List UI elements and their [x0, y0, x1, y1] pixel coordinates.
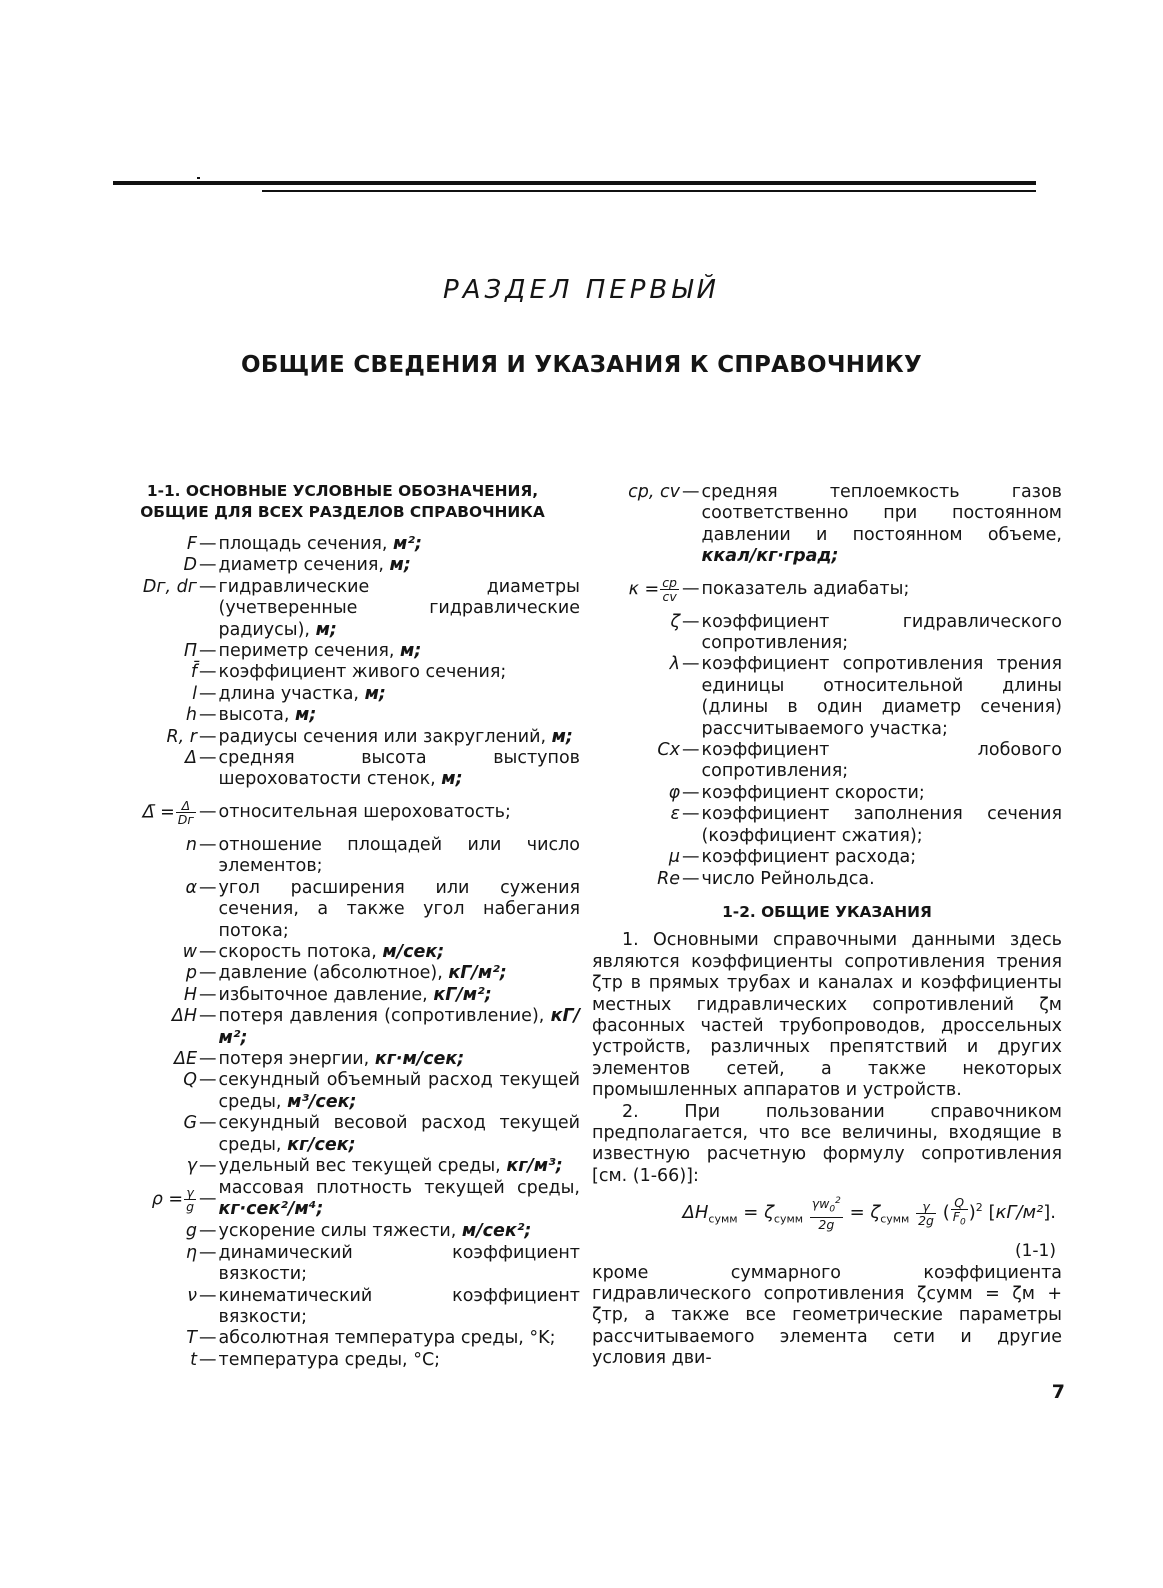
section-label: РАЗДЕЛ ПЕРВЫЙ [443, 275, 720, 305]
definition-symbol: cp, cv [628, 482, 680, 502]
definition-unit: кг/м³; [506, 1155, 563, 1176]
definition-unit: м; [364, 683, 386, 704]
definition-dash: — [682, 868, 700, 889]
definition-symbol: κ = $\frac{cp}{cv}$ [628, 575, 677, 605]
left-column [105, 481, 580, 1371]
definition-item [105, 985, 580, 1006]
top-rule [113, 181, 1036, 185]
definition-dash: — [199, 1113, 217, 1134]
definition-text: радиусы сечения или закруглений, м; [218, 726, 573, 747]
definition-symbol: φ [668, 782, 680, 803]
definition-item [105, 835, 580, 878]
definition-unit: ккал/кг·град; [701, 546, 839, 567]
symbol-fraction: $\frac{\gamma}{g}$ [186, 1184, 194, 1214]
top-rule-secondary [262, 190, 1036, 192]
definition-item [105, 942, 580, 963]
definition-item [592, 654, 1062, 740]
definition-text: отношение площадей или число элементов; [218, 834, 580, 877]
definition-item [105, 963, 580, 984]
equation-1-1 [592, 1195, 1062, 1245]
definition-unit: м; [441, 769, 463, 790]
definition-symbol: ζ [670, 611, 680, 632]
definition-dash: — [199, 963, 217, 984]
paragraph-2: 2. При пользовании справочником предполагается, что все величины, входящие в известную расчетную формулу сопротивления [см. (1-66)]: [592, 1101, 1062, 1186]
definition-item [592, 869, 1062, 890]
definition-text: средняя теплоемкость газов соответственно при постоянном давлении и постоянном объеме, ккал/кг·град; [701, 482, 1062, 567]
definition-item [105, 1113, 580, 1156]
definition-item [105, 727, 580, 748]
definition-item [105, 748, 580, 791]
definition-item [105, 1350, 580, 1371]
definition-symbol: F [186, 534, 197, 554]
definition-symbol: Re [657, 868, 680, 889]
definition-item [105, 534, 580, 555]
definition-text: динамический коэффициент вязкости; [218, 1242, 580, 1285]
definition-symbol: Dг, dг [142, 576, 197, 597]
definition-dash: — [199, 984, 217, 1005]
page-number: 7 [1051, 1381, 1065, 1403]
definition-text: коэффициент расхода; [701, 847, 917, 868]
right-column [592, 482, 1062, 1370]
definition-text: гидравлические диаметры (учетверенные гидравлические радиусы), м; [218, 576, 580, 640]
definition-text: ускорение силы тяжести, м/сек²; [218, 1221, 532, 1242]
definition-text: избыточное давление, кГ/м²; [218, 984, 492, 1005]
definition-item [592, 783, 1062, 804]
definition-unit: кг·сек²/м⁴; [218, 1199, 324, 1220]
definition-dash: — [199, 1221, 217, 1242]
definition-text: коэффициент заполнения сечения (коэффициент сжатия); [701, 804, 1062, 846]
definition-symbol: T [186, 1328, 197, 1349]
definition-symbol: n [185, 834, 197, 855]
definition-text: площадь сечения, м²; [218, 534, 422, 554]
definition-item [105, 1221, 580, 1242]
definition-unit: кг/сек; [287, 1134, 356, 1155]
definitions-list-continued [592, 482, 1062, 890]
definition-dash: — [199, 1242, 217, 1263]
definition-dash: — [199, 1070, 217, 1091]
definition-dash: — [199, 1006, 217, 1027]
definition-symbol: f̄ [190, 662, 197, 683]
definition-dash: — [199, 705, 217, 726]
definition-item [105, 1177, 580, 1221]
paragraph-1: 1. Основными справочными данными здесь являются коэффициенты сопротивления трения ζтр в прямых трубах и каналах и коэффициенты местных гидравлических сопротивлений ζм фасонных частей трубопроводов, дроссельных устройств, различных препятствий и других элементов сетей, а также некоторых промышленных аппаратов и устройств. [592, 930, 1062, 1101]
definition-symbol: η [185, 1242, 197, 1263]
definition-unit: кГ/м²; [433, 984, 492, 1005]
definition-symbol: μ [668, 847, 680, 868]
definition-symbol: D [183, 555, 197, 576]
definition-symbol: t [190, 1349, 197, 1370]
definition-unit: м²; [393, 534, 422, 554]
definition-unit: м; [315, 619, 337, 640]
definition-text: абсолютная температура среды, °K; [218, 1328, 556, 1349]
definition-unit: м/сек²; [461, 1221, 532, 1242]
definition-item [105, 1243, 580, 1286]
definition-item [592, 482, 1062, 568]
definition-dash: — [199, 877, 217, 898]
definition-symbol: Cx [657, 740, 680, 761]
definition-unit: м; [400, 641, 422, 662]
equation-number: (1-1) [1014, 1241, 1056, 1262]
definition-symbol: П [183, 641, 197, 662]
definition-text: коэффициент скорости; [701, 782, 925, 803]
definition-dash: — [682, 578, 700, 599]
definition-dash: — [199, 802, 217, 823]
definition-item [105, 1070, 580, 1113]
definition-symbol: Q [183, 1070, 197, 1091]
definition-item [105, 1328, 580, 1349]
definition-dash: — [682, 847, 700, 868]
definition-text: кинематический коэффициент вязкости; [218, 1285, 580, 1327]
equation-body: $\Delta H_{сумм} = \zeta_{сумм}$ $\frac{\gamma w_0^2}{2g}$ = $\zeta_{сумм}$ $\frac{\gamma}{2g}$ ( $\frac{Q}{F_0}$ )$^2$ [кГ/м²]. [682, 1195, 1056, 1232]
definition-dash: — [199, 1188, 217, 1209]
definition-dash: — [199, 641, 217, 662]
definition-item [592, 804, 1062, 847]
definition-symbol: ε [670, 804, 680, 825]
symbol-fraction: $\frac{cp}{cv}$ [662, 575, 677, 605]
definition-item [105, 1049, 580, 1070]
definition-text: давление (абсолютное), кГ/м²; [218, 963, 507, 984]
definition-text: число Рейнольдса. [701, 868, 875, 889]
symbol-fraction: $\frac{\Delta}{Dг}$ [177, 798, 194, 828]
definition-item [105, 662, 580, 683]
definition-symbol: ρ = $\frac{\gamma}{g}$ [151, 1184, 194, 1214]
definition-text: секундный объемный расход текущей среды, м³/сек; [218, 1070, 580, 1112]
definition-dash: — [682, 740, 700, 761]
definition-text: температура среды, °C; [218, 1349, 441, 1370]
definition-text: угол расширения или сужения сечения, а также угол набегания потока; [218, 877, 580, 941]
definition-symbol: R, r [166, 726, 197, 747]
definition-dash: — [682, 654, 700, 675]
definition-text: средняя высота выступов шероховатости стенок, м; [218, 748, 580, 790]
definition-unit: м³/сек; [287, 1091, 357, 1112]
definition-dash: — [199, 662, 217, 683]
definition-unit: кГ/м²; [218, 1006, 580, 1048]
definition-symbol: ΔE [173, 1048, 197, 1069]
definition-item [105, 641, 580, 662]
definition-text: высота, м; [218, 705, 317, 726]
section-heading-1-1: 1-1. ОСНОВНЫЕ УСЛОВНЫЕ ОБОЗНАЧЕНИЯ, ОБЩИЕ ДЛЯ ВСЕХ РАЗДЕЛОВ СПРАВОЧНИКА [140, 482, 545, 521]
definition-dash: — [199, 1285, 217, 1306]
definition-symbol: l [192, 683, 197, 704]
definition-dash: — [682, 611, 700, 632]
definition-item [105, 684, 580, 705]
definition-symbol: h [185, 705, 197, 726]
definition-text: коэффициент гидравлического сопротивления; [701, 611, 1062, 654]
definition-dash: — [199, 576, 217, 597]
definition-item [105, 555, 580, 576]
definition-symbol: g [185, 1221, 197, 1242]
definition-text: потеря энергии, кг·м/сек; [218, 1048, 465, 1069]
definition-unit: м; [389, 555, 411, 576]
definition-unit: кГ/м²; [448, 963, 507, 984]
definition-item [592, 847, 1062, 868]
definition-unit: м; [551, 726, 573, 747]
definition-unit: м/сек; [382, 941, 445, 962]
definition-text: секундный весовой расход текущей среды, кг/сек; [218, 1113, 580, 1155]
definition-text: коэффициент сопротивления трения единицы относительной длины (длины в один диаметр сечения) рассчитываемого участка; [701, 654, 1062, 739]
definition-dash: — [199, 726, 217, 747]
definition-text: периметр сечения, м; [218, 641, 422, 662]
definition-unit: кг·м/сек; [374, 1048, 465, 1069]
definition-dash: — [199, 1155, 217, 1176]
definition-unit: м; [295, 705, 317, 726]
definition-item [105, 1006, 580, 1049]
definition-item [592, 612, 1062, 655]
definition-item [105, 1156, 580, 1177]
definition-item [105, 791, 580, 835]
definition-symbol: λ [669, 654, 680, 675]
definition-text: удельный вес текущей среды, кг/м³; [218, 1155, 563, 1176]
definition-item [592, 740, 1062, 783]
definition-item [105, 577, 580, 641]
definition-dash: — [199, 1048, 217, 1069]
definition-dash: — [682, 782, 700, 803]
definition-symbol: Δ̄ = $\frac{\Delta}{Dг}$ [142, 798, 194, 828]
definition-dash: — [199, 834, 217, 855]
definition-item [105, 878, 580, 942]
definition-text: потеря давления (сопротивление), кГ/м²; [218, 1006, 580, 1048]
definition-dash: — [199, 683, 217, 704]
definition-text: коэффициент живого сечения; [218, 662, 507, 683]
definition-dash: — [199, 1328, 217, 1349]
section-heading-1-2: 1-2. ОБЩИЕ УКАЗАНИЯ [722, 902, 932, 921]
definition-dash: — [682, 804, 700, 825]
definition-text: коэффициент лобового сопротивления; [701, 740, 1062, 782]
definition-dash: — [199, 748, 217, 769]
definition-symbol: ν [187, 1285, 197, 1306]
definition-text: показатель адиабаты; [701, 578, 910, 599]
definition-text: диаметр сечения, м; [218, 555, 411, 576]
definition-symbol: ΔH [171, 1006, 197, 1027]
definition-item [105, 1286, 580, 1329]
paragraph-3: кроме суммарного коэффициента гидравлического сопротивления ζсумм = ζм + ζтр, а также все геометрические параметры рассчитываемого элемента сети и другие условия дви- [592, 1262, 1062, 1369]
definition-symbol: γ [186, 1155, 197, 1176]
chapter-title: ОБЩИЕ СВЕДЕНИЯ И УКАЗАНИЯ К СПРАВОЧНИКУ [240, 352, 922, 378]
definition-text: массовая плотность текущей среды, кг·сек²/м⁴; [218, 1177, 580, 1220]
definition-symbol: G [183, 1113, 197, 1134]
definition-symbol: Δ [185, 748, 197, 769]
definition-dash: — [199, 534, 217, 554]
definition-item [105, 705, 580, 726]
definition-dash: — [199, 941, 217, 962]
definition-dash: — [199, 1349, 217, 1370]
definition-symbol: H [183, 984, 197, 1005]
definition-text: относительная шероховатость; [218, 802, 511, 823]
definition-symbol: α [185, 877, 197, 898]
definition-dash: — [199, 555, 217, 576]
definitions-list [105, 534, 580, 1371]
definition-text: скорость потока, м/сек; [218, 941, 445, 962]
definition-symbol: w [182, 941, 197, 962]
definition-text: длина участка, м; [218, 683, 386, 704]
definition-item [592, 568, 1062, 612]
definition-dash: — [682, 482, 700, 502]
rule-dot [197, 177, 200, 179]
definition-symbol: p [185, 963, 197, 984]
